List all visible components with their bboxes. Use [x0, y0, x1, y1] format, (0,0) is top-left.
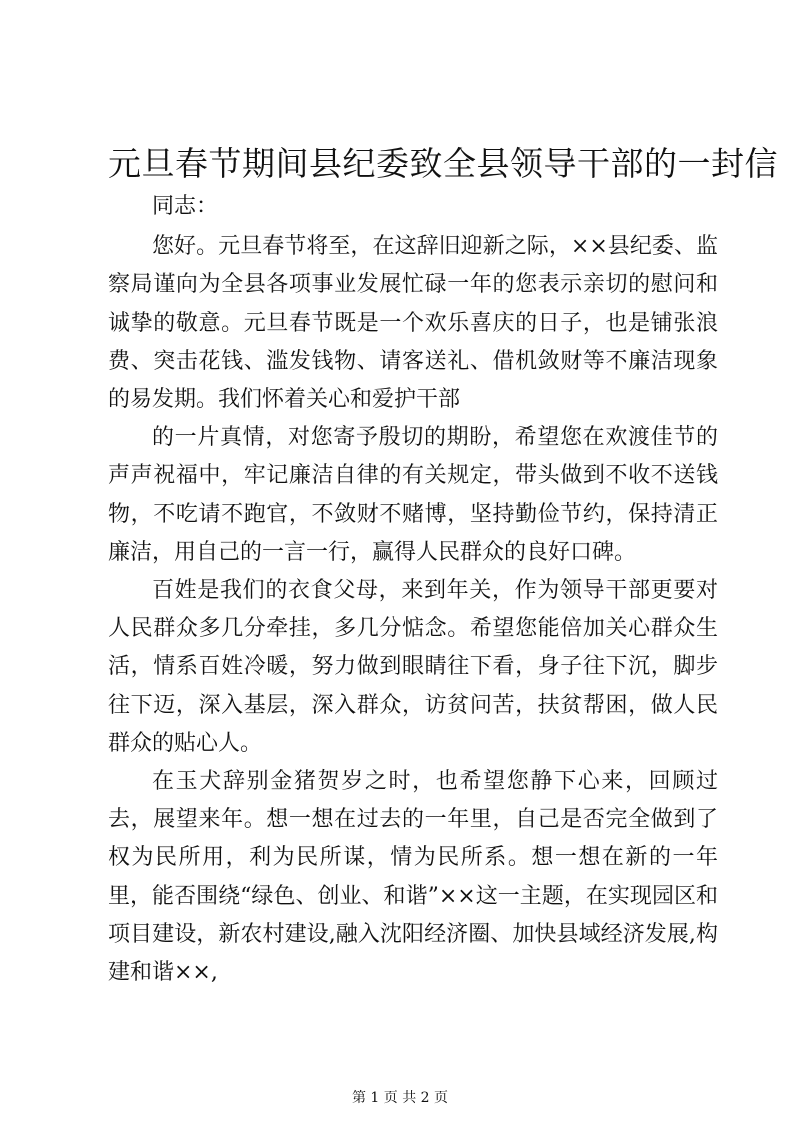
page-footer: 第 1 页 共 2 页 — [351, 1090, 449, 1106]
document-title: 元旦春节期间县纪委致全县领导干部的一封信 — [108, 144, 778, 183]
paragraph-care-for-people: 百姓是我们的衣食父母，来到年关，作为领导干部更要对人民群众多几分牵挂，多几分惦念。希望您能倍加关心群众生活，情系百姓冷暖，努力做到眼睛往下看，身子往下沉，脚步往下迈，深入基层，深入群众，访贫问苦，扶贫帮困，做人民群众的贴心人。 — [108, 578, 718, 756]
paragraph-greeting-message: 您好。元旦春节将至，在这辞旧迎新之际，××县纪委、监察局谨向为全县各项事业发展忙碌一年的您表示亲切的慰问和诚挚的敬意。元旦春节既是一个欢乐喜庆的日子，也是铺张浪费、突击花钱、滥发钱物、请客送礼、借机敛财等不廉洁现象的易发期。我们怀着关心和爱护干部 — [108, 234, 718, 413]
paragraph-reflection: 在玉犬辞别金猪贺岁之时，也希望您静下心来，回顾过去，展望来年。想一想在过去的一年里，自己是否完全做到了权为民所用，利为民所谋，情为民所系。想一想在新的一年里，能否围绕“绿色、创业、和谐”××这一主题，在实现园区和项目建设，新农村建设,融入沈阳经济圈、加快县域经济发展,构建和谐××, — [108, 769, 718, 986]
salutation: 同志： — [152, 194, 219, 219]
document-body — [108, 188, 718, 992]
paragraph-expectations: 的一片真情，对您寄予殷切的期盼，希望您在欢渡佳节的声声祝福中，牢记廉洁自律的有关规定，带头做到不收不送钱物，不吃请不跑官，不敛财不赌博，坚持勤俭节约，保持清正廉洁，用自己的一言一行，赢得人民群众的良好口碑。 — [108, 425, 718, 565]
